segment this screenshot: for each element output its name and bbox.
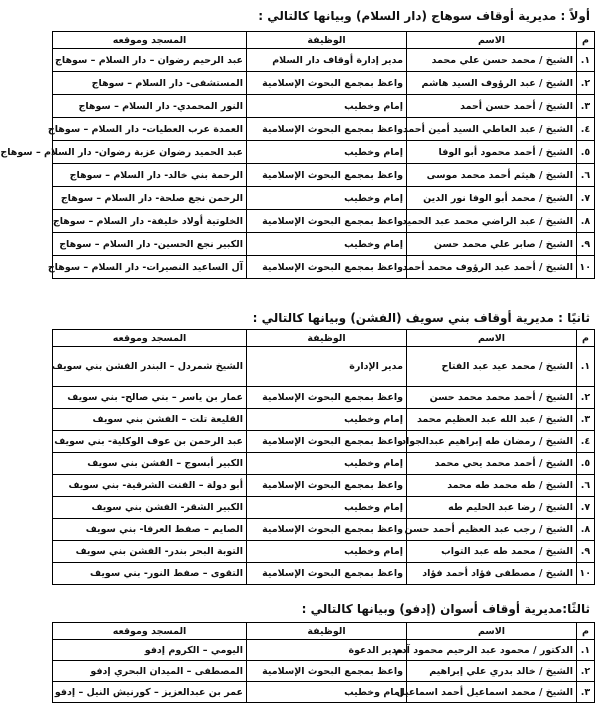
- row-name: الشيخ / محمد أبو الوفا نور الدين: [407, 187, 577, 210]
- row-mosque: عمار بن ياسر – بني صالح- بني سويف: [53, 387, 247, 409]
- row-mosque: المستشفى- دار السلام – سوهاج: [53, 72, 247, 95]
- row-number: ٥.: [577, 453, 595, 475]
- row-number: ٦.: [577, 164, 595, 187]
- row-mosque: الخلوتية أولاد خليفة- دار السلام – سوهاج: [53, 210, 247, 233]
- row-name: الشيخ / أحمد محمد يحي محمد: [407, 453, 577, 475]
- row-mosque: القليعة تلت – الفشن بني سويف: [53, 409, 247, 431]
- row-job: إمام وخطيب: [247, 409, 407, 431]
- row-name: الشيخ / رضا عبد الحليم طه: [407, 497, 577, 519]
- row-job: واعظ بمجمع البحوث الإسلامية: [247, 661, 407, 682]
- row-job: إمام وخطيب: [247, 95, 407, 118]
- section-2-table: [52, 329, 595, 585]
- row-job: واعظ بمجمع البحوث الإسلامية: [247, 118, 407, 141]
- row-mosque: اليومي – الكروم إدفو: [53, 640, 247, 661]
- table-row: [53, 682, 595, 703]
- row-mosque: التقوى – صفط النور- بني سويف: [53, 563, 247, 585]
- table-row: [53, 661, 595, 682]
- row-job: إمام وخطيب: [247, 682, 407, 703]
- row-mosque: عمر بن عبدالعزيز – كورنيش النيل – إدفو: [53, 682, 247, 703]
- row-name: الشيخ / أحمد حسن أحمد: [407, 95, 577, 118]
- row-name: الشيخ / هيثم أحمد محمد موسى: [407, 164, 577, 187]
- row-name: الشيخ / خالد بدري علي إبراهيم: [407, 661, 577, 682]
- row-job: مدير إدارة أوقاف دار السلام: [247, 49, 407, 72]
- section-2-body: [53, 347, 595, 585]
- row-name: الشيخ / محمد طه عبد التواب: [407, 541, 577, 563]
- row-job: واعظ بمجمع البحوث الإسلامية: [247, 519, 407, 541]
- row-name: الشيخ / صابر علي محمد حسن: [407, 233, 577, 256]
- row-number: ٧.: [577, 497, 595, 519]
- row-name: الشيخ / عبد العاطي السيد أمين أحمد: [407, 118, 577, 141]
- row-number: ٢.: [577, 387, 595, 409]
- section-3-title: ثالثًا:مديرية أوقاف أسوان (إدفو) وبيانها كالتالي :: [301, 602, 590, 616]
- section-3-body: [53, 640, 595, 703]
- header-mosque: المسجد وموقعه: [53, 32, 247, 49]
- header-num: م: [577, 32, 595, 49]
- row-job: واعظ بمجمع البحوث الإسلامية: [247, 431, 407, 453]
- row-mosque: الكبير نجع الحسين- دار السلام – سوهاج: [53, 233, 247, 256]
- row-number: ٤.: [577, 118, 595, 141]
- header-name: الاسم: [407, 330, 577, 347]
- row-number: ٢.: [577, 661, 595, 682]
- row-mosque: العمدة عرب العطيات- دار السلام – سوهاج: [53, 118, 247, 141]
- header-mosque: المسجد وموقعه: [53, 330, 247, 347]
- row-number: ٨.: [577, 210, 595, 233]
- header-num: م: [577, 330, 595, 347]
- row-mosque: عبد الرحيم رضوان – دار السلام – سوهاج: [53, 49, 247, 72]
- row-job: إمام وخطيب: [247, 541, 407, 563]
- row-job: واعظ بمجمع البحوث الإسلامية: [247, 72, 407, 95]
- row-name: الدكتور / محمود عبد الرحيم محمود آدم: [407, 640, 577, 661]
- row-number: ٣.: [577, 682, 595, 703]
- row-mosque: الكبير الشقر- الفشن بني سويف: [53, 497, 247, 519]
- table-row: [53, 519, 595, 541]
- table-row: [53, 210, 595, 233]
- row-name: الشيخ / أحمد محمد محمد حسن: [407, 387, 577, 409]
- table-row: [53, 453, 595, 475]
- row-mosque: أبو دولة – الفنت الشرقية- بني سويف: [53, 475, 247, 497]
- table-row: [53, 233, 595, 256]
- table-header-row: [53, 330, 595, 347]
- row-number: ١.: [577, 347, 595, 387]
- table-row: [53, 164, 595, 187]
- table-row: [53, 541, 595, 563]
- row-job: واعظ بمجمع البحوث الإسلامية: [247, 164, 407, 187]
- row-number: ١.: [577, 640, 595, 661]
- row-number: ٨.: [577, 519, 595, 541]
- row-number: ٩.: [577, 233, 595, 256]
- row-job: إمام وخطيب: [247, 233, 407, 256]
- section-1-table: [0, 31, 595, 279]
- row-name: الشيخ / محمد عيد عبد الفتاح: [407, 347, 577, 387]
- table-row: [53, 640, 595, 661]
- row-number: ١٠: [577, 563, 595, 585]
- row-mosque: المصطفى – الميدان البحري إدفو: [53, 661, 247, 682]
- table-row: [53, 118, 595, 141]
- row-name: الشيخ / رجب عبد العظيم أحمد حسن: [407, 519, 577, 541]
- header-job: الوظيفة: [247, 623, 407, 640]
- header-num: م: [577, 623, 595, 640]
- row-name: الشيخ / عبد الراضي محمد عبد الحميد: [407, 210, 577, 233]
- table-row: [53, 95, 595, 118]
- row-number: ٣.: [577, 95, 595, 118]
- row-mosque: عبد الحميد رضوان عزبة رضوان- دار السلام – سوهاج: [53, 141, 247, 164]
- row-job: مدير الدعوة: [247, 640, 407, 661]
- row-mosque: الشيخ شمردل – البندر الفشن بني سويف: [53, 347, 247, 387]
- table-row: [53, 409, 595, 431]
- table-row: [53, 347, 595, 387]
- row-name: الشيخ / محمد حسن علي محمد: [407, 49, 577, 72]
- table-row: [53, 497, 595, 519]
- table-row: [53, 431, 595, 453]
- section-3-table: [52, 622, 595, 703]
- table-row: [53, 475, 595, 497]
- row-mosque: التوبة البحر بندر- الفشن بني سويف: [53, 541, 247, 563]
- row-mosque: الرحمة بني خالد- دار السلام – سوهاج: [53, 164, 247, 187]
- row-number: ٤.: [577, 431, 595, 453]
- table-row: [53, 387, 595, 409]
- row-job: مدير الإدارة: [247, 347, 407, 387]
- table-header-row: [53, 623, 595, 640]
- row-job: إمام وخطيب: [247, 453, 407, 475]
- row-mosque: الكبير أبسوج – الفشن بني سويف: [53, 453, 247, 475]
- row-number: ٧.: [577, 187, 595, 210]
- table-row: [53, 49, 595, 72]
- row-name: الشيخ / رمضان طه إبراهيم عبدالجواد: [407, 431, 577, 453]
- header-job: الوظيفة: [247, 330, 407, 347]
- row-mosque: الرحمن نجع صلحة- دار السلام – سوهاج: [53, 187, 247, 210]
- section-1-title: أولاً : مديرية أوقاف سوهاج (دار السلام) وبيانها كالتالي :: [258, 9, 590, 23]
- row-name: الشيخ / مصطفى فؤاد أحمد فؤاد: [407, 563, 577, 585]
- header-mosque: المسجد وموقعه: [53, 623, 247, 640]
- header-job: الوظيفة: [247, 32, 407, 49]
- row-number: ١.: [577, 49, 595, 72]
- section-2-title: ثانيًا : مديرية أوقاف بني سويف (الفشن) وبيانها كالتالي :: [252, 311, 590, 325]
- row-job: واعظ بمجمع البحوث الإسلامية: [247, 563, 407, 585]
- row-number: ٢.: [577, 72, 595, 95]
- row-number: ١٠: [577, 256, 595, 279]
- row-mosque: آل الساعيد النصيرات- دار السلام – سوهاج: [53, 256, 247, 279]
- row-job: واعظ بمجمع البحوث الإسلامية: [247, 210, 407, 233]
- table-header-row: [53, 32, 595, 49]
- table-row: [53, 563, 595, 585]
- row-name: الشيخ / أحمد عبد الرؤوف محمد أحمد: [407, 256, 577, 279]
- row-job: إمام وخطيب: [247, 497, 407, 519]
- row-name: الشيخ / طه محمد طه محمد: [407, 475, 577, 497]
- row-number: ٥.: [577, 141, 595, 164]
- table-row: [53, 256, 595, 279]
- header-name: الاسم: [407, 623, 577, 640]
- table-row: [53, 72, 595, 95]
- table-row: [53, 141, 595, 164]
- row-name: الشيخ / عبد الله عبد العظيم محمد: [407, 409, 577, 431]
- row-number: ٩.: [577, 541, 595, 563]
- row-job: إمام وخطيب: [247, 141, 407, 164]
- section-1-body: [0, 49, 595, 279]
- row-job: واعظ بمجمع البحوث الإسلامية: [247, 475, 407, 497]
- row-name: الشيخ / عبد الرؤوف السيد هاشم: [407, 72, 577, 95]
- row-job: واعظ بمجمع البحوث الإسلامية: [247, 256, 407, 279]
- header-name: الاسم: [407, 32, 577, 49]
- table-row: [53, 187, 595, 210]
- row-job: واعظ بمجمع البحوث الإسلامية: [247, 387, 407, 409]
- row-mosque: عبد الرحمن بن عوف الوكلية- بني سويف: [53, 431, 247, 453]
- row-job: إمام وخطيب: [247, 187, 407, 210]
- row-name: الشيخ / أحمد محمود أبو الوفا: [407, 141, 577, 164]
- row-name: الشيخ / محمد اسماعيل أحمد اسماعيل: [407, 682, 577, 703]
- row-number: ٣.: [577, 409, 595, 431]
- row-mosque: الصايم – صفط العرفا- بني سويف: [53, 519, 247, 541]
- row-number: ٦.: [577, 475, 595, 497]
- row-mosque: النور المحمدي- دار السلام – سوهاج: [53, 95, 247, 118]
